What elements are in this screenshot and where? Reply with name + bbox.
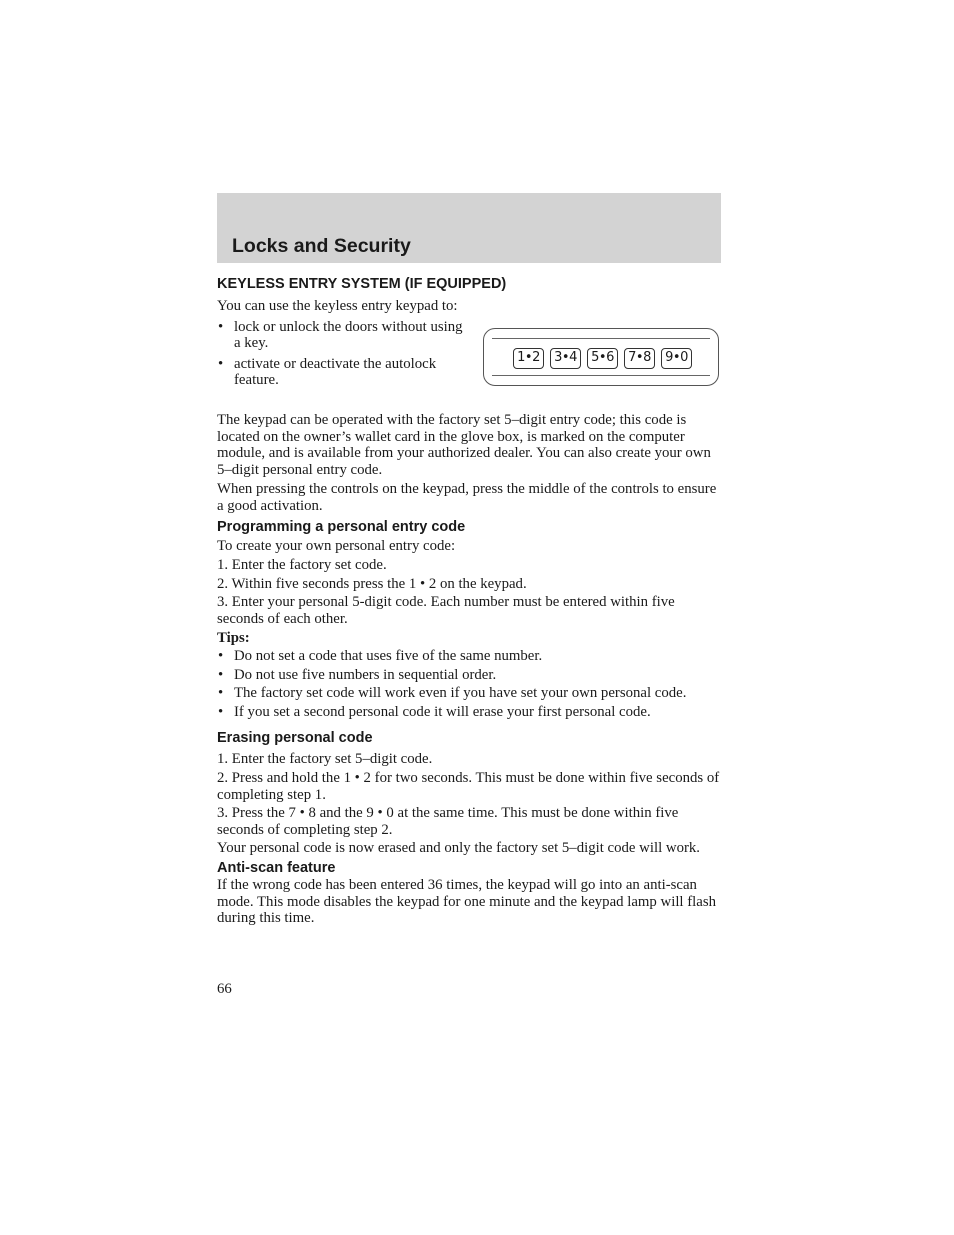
body-paragraph: The keypad can be operated with the factory set 5–digit entry code; this code is located on the owner’s wallet card in the glove box, is marked on the computer module, and is available from your authorized dealer. You can also create your own 5–digit personal entry code. xyxy=(217,412,711,478)
intro-block xyxy=(217,298,722,412)
page-content xyxy=(217,276,722,927)
keypad-key-1-2: 1•2 xyxy=(513,348,544,369)
body-paragraph: To create your own personal entry code: xyxy=(217,537,456,554)
step-item: 3. Press the 7 • 8 and the 9 • 0 at the same time. This must be done within five seconds of completing step 2. xyxy=(217,805,679,838)
keypad-key-7-8: 7•8 xyxy=(624,348,655,369)
section-heading: KEYLESS ENTRY SYSTEM (IF EQUIPPED) xyxy=(217,276,507,292)
step-item: 1. Enter the factory set 5–digit code. xyxy=(217,750,433,767)
keypad-rail xyxy=(492,338,710,339)
subsection-heading: Programming a personal entry code xyxy=(217,518,466,535)
step-item: 1. Enter the factory set code. xyxy=(217,557,387,574)
subsection-heading: Anti-scan feature xyxy=(217,860,336,877)
tip-item: • The factory set code will work even if you have set your own personal code. xyxy=(217,685,722,702)
intro-paragraph: You can use the keyless entry keypad to: xyxy=(217,298,458,314)
keypad-key-9-0: 9•0 xyxy=(661,348,692,369)
tip-item: • If you set a second personal code it will erase your first personal code. xyxy=(217,704,722,721)
subsection-heading: Erasing personal code xyxy=(217,729,373,746)
chapter-title: Locks and Security xyxy=(232,235,411,257)
body-paragraph: If the wrong code has been entered 36 times, the keypad will go into an anti-scan mode. This mode disables the keypad for one minute and the keypad lamp will flash during this time. xyxy=(217,877,717,927)
keypad-keys xyxy=(513,348,692,369)
step-item: 2. Press and hold the 1 • 2 for two seconds. This must be done within five seconds of completing step 1. xyxy=(217,770,720,803)
intro-bullet: • lock or unlock the doors without using a key. xyxy=(217,319,467,352)
page-number: 66 xyxy=(217,981,232,997)
keypad-rail xyxy=(492,375,710,376)
chapter-header xyxy=(217,193,721,263)
tip-item: • Do not set a code that uses five of the same number. xyxy=(217,648,722,665)
keypad-key-5-6: 5•6 xyxy=(587,348,618,369)
tips-label: Tips: xyxy=(217,629,250,646)
step-item: 2. Within five seconds press the 1 • 2 on the keypad. xyxy=(217,575,527,592)
body-paragraph: When pressing the controls on the keypad, press the middle of the controls to ensure a good activation. xyxy=(217,481,717,514)
step-item: 3. Enter your personal 5-digit code. Each number must be entered within five seconds of each other. xyxy=(217,594,675,627)
intro-text xyxy=(217,298,467,389)
tip-item: • Do not use five numbers in sequential order. xyxy=(217,667,722,684)
body-paragraph: Your personal code is now erased and only the factory set 5–digit code will work. xyxy=(217,840,700,857)
intro-bullet: • activate or deactivate the autolock feature. xyxy=(217,356,467,389)
keypad-illustration xyxy=(483,328,719,386)
keypad-key-3-4: 3•4 xyxy=(550,348,581,369)
